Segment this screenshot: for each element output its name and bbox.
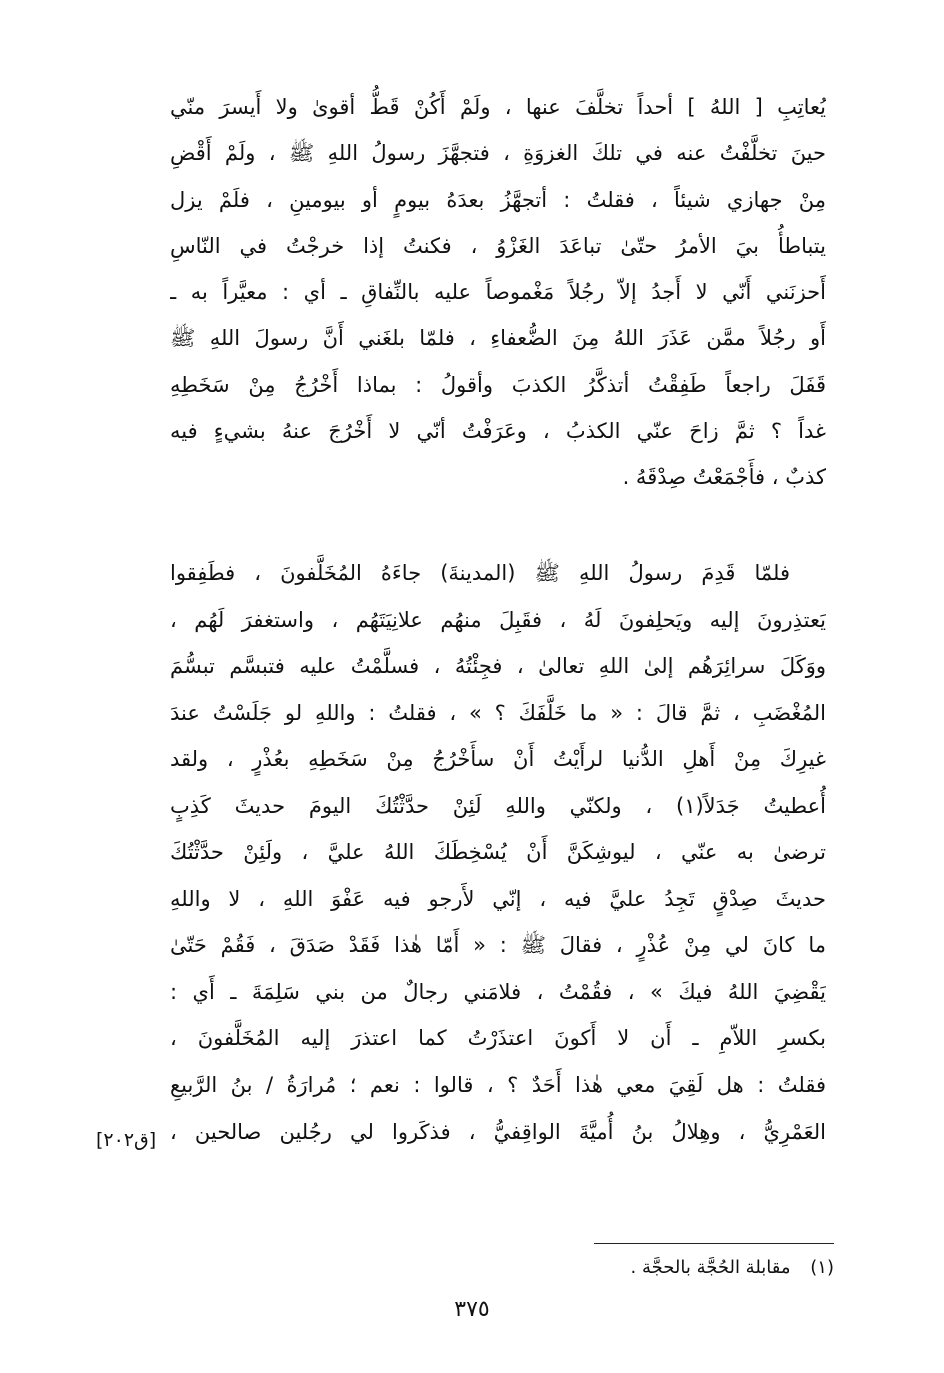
footnote-text: مقابلة الحُجَّة بالحجَّة . — [630, 1257, 791, 1278]
text-line: غداً ؟ ثمَّ زاحَ عنّي الكذبُ ، وعَرَفْتُ أنّي لا أَخْرُجَ عنهُ بشيءٍ فيه — [170, 419, 826, 444]
text-line: مِنْ جهازي شيئاً ، فقلتُ : أتجهَّزُ بعدَهُ بيومٍ أو بيومينِ ، فلَمْ يزل — [170, 187, 826, 212]
text-line: فلمّا قَدِمَ رسولُ اللهِ ﷺ (المدينةَ) جاءَهُ المُخَلَّفونَ ، فطَفِقوا — [170, 561, 790, 585]
paragraph-1 — [170, 84, 826, 501]
paragraph-2 — [170, 550, 826, 1155]
footnote — [631, 1250, 834, 1286]
text-line: ترضىٰ به عنّي ، ليوشِكَنَّ أَنْ يُسْخِطَكَ اللهُ عليَّ ، ولَئِنْ حدَّثْتُكَ — [170, 840, 826, 865]
text-line: يَعتذِرونَ إليه ويَحلِفونَ لَهُ ، فقَبِلَ منهُم علانِيَتَهُم ، واستغفرَ لَهُم ، — [170, 607, 826, 632]
text-line: غيرِكَ مِنْ أَهلِ الدُّنيا لرأَيْتُ أَنْ سأَخْرُجُ مِنْ سَخَطِهِ بعُذْرٍ ، ولقد — [170, 747, 826, 772]
text-line: حينَ تخلَّفْتُ عنه في تلكَ الغزوَةِ ، فتجهَّزَ رسولُ اللهِ ﷺ ، ولَمْ أَقْضِ — [170, 141, 826, 166]
manuscript-folio-marker: [ق٢٠٢] — [96, 1129, 157, 1151]
text-line: يتباطأُ بيَ الأمرُ حتّىٰ تباعَدَ الغَزْوُ ، فكنتُ إذا خرجْتُ في النّاسِ — [170, 233, 826, 258]
text-line: ما كانَ لي مِنْ عُذْرٍ ، فقالَ ﷺ : « أَمّا هٰذا فَقَدْ صَدَقَ ، فَقُمْ حَتّىٰ — [170, 933, 826, 958]
text-line: أُعطيتُ جَدَلاً(١) ، ولكنّي واللهِ لَئِنْ حدَّثْتُكَ اليومَ حديثَ كَذِبٍ — [170, 793, 826, 818]
text-line: فقلتُ : هل لَقِيَ معي هٰذا أَحَدٌ ؟ ، قالوا : نعم ؛ مُرارَةُ / بنُ الرَّبيعِ — [170, 1073, 826, 1098]
footnote-separator — [594, 1243, 834, 1244]
text-line: المُغْضَبِ ، ثمَّ قالَ : « ما خَلَّفَكَ ؟ » ، فقلتُ : واللهِ لو جَلَسْتُ عندَ — [170, 700, 826, 725]
text-line: حديثَ صِدْقٍ تَجِدُ عليَّ فيه ، إنّي لأَرجو فيه عَفْوَ اللهِ ، لا واللهِ — [170, 886, 826, 911]
page-number: ٣٧٥ — [454, 1297, 490, 1322]
text-line: قَفَلَ راجعاً طَفِقْتُ أتذكَّرُ الكذبَ وأقولُ : بماذا أَخْرُجُ مِنْ سَخَطِهِ — [170, 372, 826, 397]
text-line: يُعاتِبِ [ اللهُ ] أحداً تخلَّفَ عنها ، ولَمْ أَكُنْ قَطُّ أقوىٰ ولا أَيسرَ منّي — [170, 95, 826, 119]
text-line: يَقْضِيَ اللهُ فيكَ » ، فقُمْتُ ، فلامَني رجالٌ من بني سَلِمَةَ ـ أَي : — [170, 979, 826, 1004]
footnote-number: (١) — [810, 1257, 834, 1278]
text-line: ووَكَلَ سرائِرَهُم إلىٰ اللهِ تعالىٰ ، فجِئْتُهُ ، فسلَّمْتُ عليه فتبسَّم تبسُّمَ — [170, 654, 826, 679]
text-line: بكسرِ اللاّمِ ـ أَن لا أَكونَ اعتذَرْتُ كما اعتذرَ إليه المُخَلَّفونَ ، — [170, 1026, 826, 1051]
text-line: أَو رجُلاً ممَّن عَذَرَ اللهُ مِنَ الضُّعفاءِ ، فلمّا بلغَني أَنَّ رسولَ اللهِ ﷺ — [170, 326, 826, 351]
text-line: كذبٌ ، فأَجْمَعْتُ صِدْقَهُ . — [622, 465, 826, 490]
text-line: العَمْرِيُّ ، وهِلالُ بنُ أُميَّةَ الواقِفيُّ ، فذكَروا لي رجُلين صالحين ، — [170, 1119, 826, 1144]
text-line: أَحزنَني أَنّي لا أَجدُ إلاّ رجُلاً مَغْموصاً عليه بالنِّفاقِ ـ أي : معيَّراً به ـ — [170, 280, 826, 305]
